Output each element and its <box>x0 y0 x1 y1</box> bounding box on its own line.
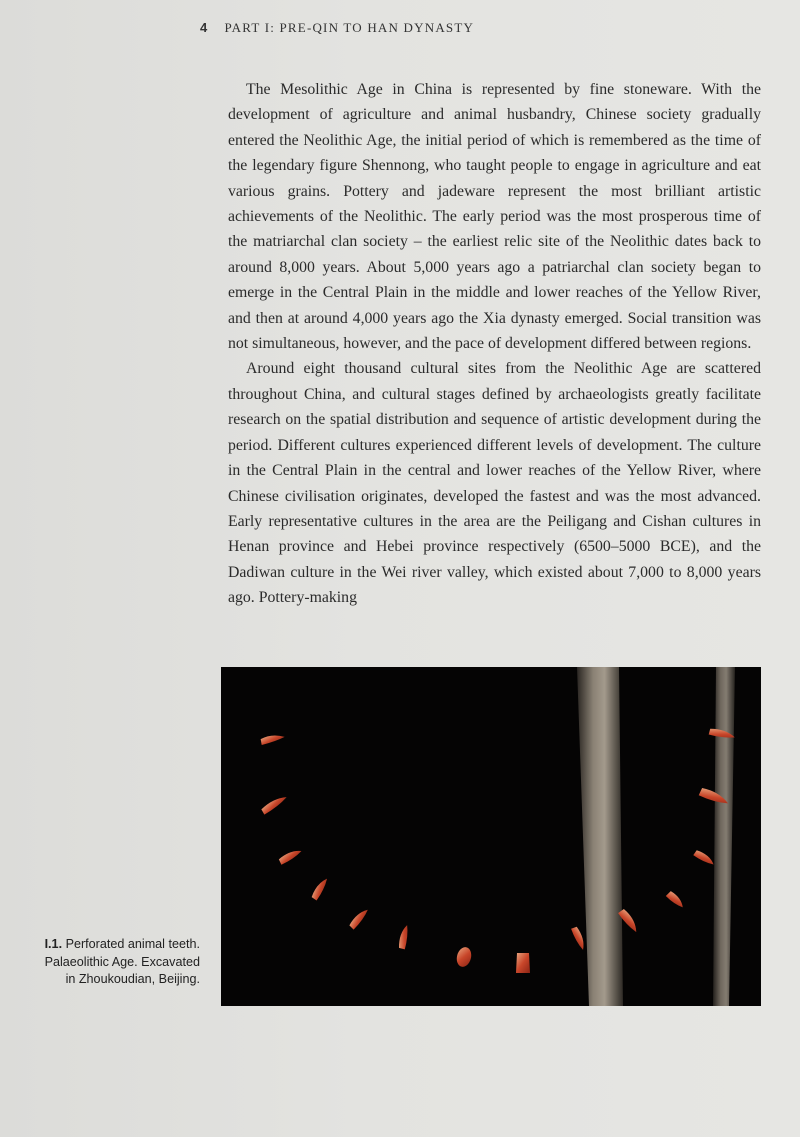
background-pole-left <box>577 667 623 1006</box>
tooth-9 <box>571 926 586 951</box>
page-number: 4 <box>200 20 209 35</box>
figure-label: I.1. <box>44 937 63 951</box>
tooth-3 <box>278 848 303 865</box>
tooth-5 <box>348 907 370 929</box>
paragraph-2: Around eight thousand cultural sites from the Neolithic Age are scattered throughout China, and cultural stages defined by archaeologists greatly facilitate research on the spatial distribution and sequence of artistic development during the period. Different cultures experienced different levels of development. The culture in the Central Plain in the central and lower reaches of the Yellow River, where Chinese civilisation originates, developed the fastest and was the most advanced. Early representative cultures in the area are the Peiligang and Cishan cultures in Henan province and Hebei province respectively (6500–5000 BCE), and the Dadiwan culture in the Wei river valley, which existed about 7,000 to 8,000 years ago. Pottery-making <box>228 360 761 607</box>
tooth-11 <box>666 890 686 910</box>
figure-photo-perforated-teeth <box>221 667 761 1006</box>
tooth-2 <box>261 794 289 815</box>
tooth-4 <box>310 877 330 901</box>
background-pole-right <box>713 667 735 1006</box>
tooth-1 <box>260 733 285 745</box>
tooth-8 <box>516 953 530 973</box>
running-header <box>200 20 474 36</box>
teeth-photo <box>221 667 761 1006</box>
figure-caption-text: Perforated animal teeth. Palaeolithic Age. Excavated in Zhoukoudian, Beijing. <box>44 937 200 986</box>
body-text <box>228 77 761 611</box>
tooth-12 <box>693 849 715 868</box>
paragraph-1: The Mesolithic Age in China is represented by fine stoneware. With the development of agriculture and animal husbandry, Chinese society gradually entered the Neolithic Age, the initial period of which is remembered as the time of the legendary figure Shennong, who taught people to engage in agriculture and eat various grains. Pottery and jadeware represent the most brilliant artistic achievements of the Neolithic. The early period was the most prosperous time of the matriarchal clan society – the earliest relic site of the Neolithic dates back to around 8,000 years. About 5,000 years ago a patriarchal clan society began to emerge in the Central Plain in the middle and lower reaches of the Yellow River, and then at around 4,000 years ago the Xia dynasty emerged. Social transition was not simultaneous, however, and the pace of development differed between regions. <box>228 81 761 353</box>
tooth-6 <box>397 924 411 949</box>
figure-caption <box>40 936 200 989</box>
tooth-7 <box>455 946 474 969</box>
header-title: PART I: PRE-QIN TO HAN DYNASTY <box>224 20 475 35</box>
